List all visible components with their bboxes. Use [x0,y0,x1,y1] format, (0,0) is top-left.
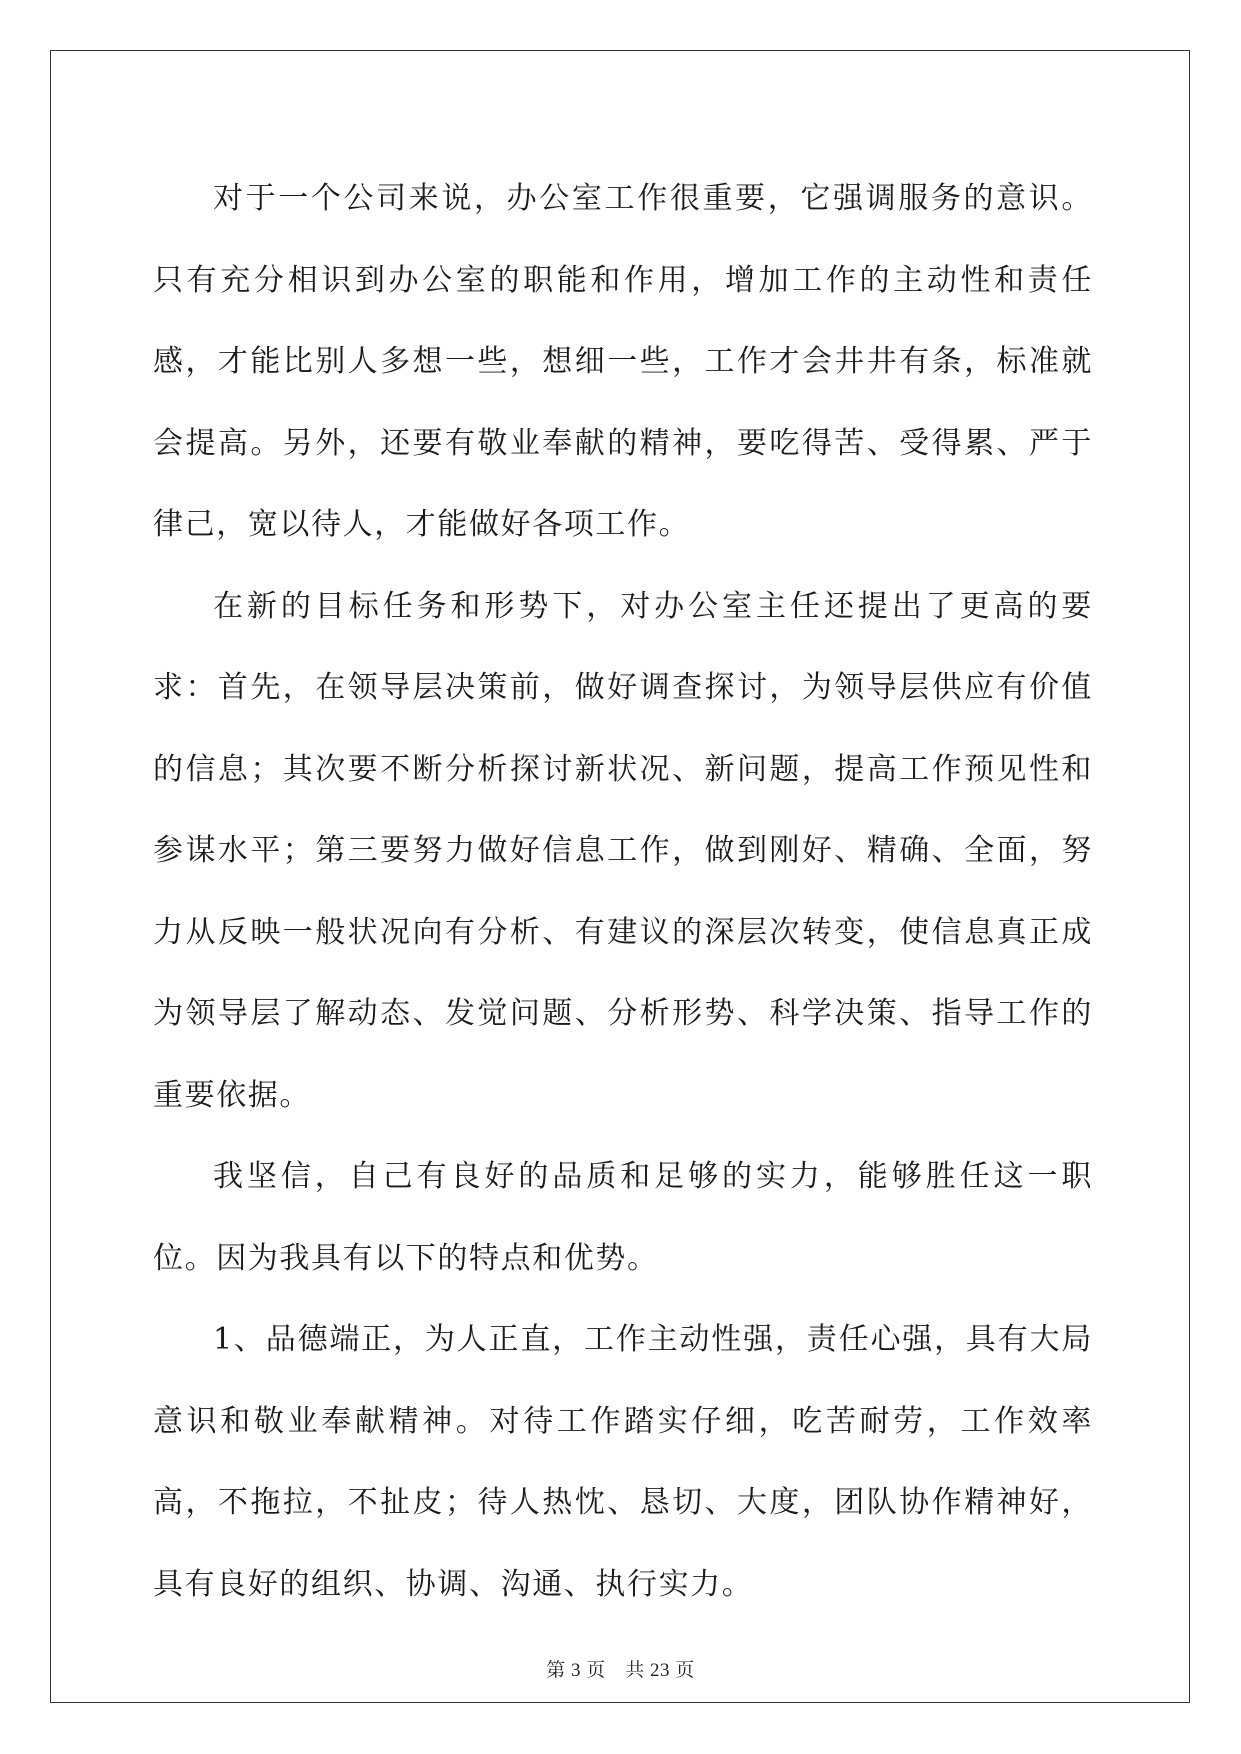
paragraph: 在新的目标任务和形势下，对办公室主任还提出了更高的要求：首先，在领导层决策前，做好调查探讨，为领导层供应有价值的信息；其次要不断分析探讨新状况、新问题，提高工作预见性和参谋水平；第三要努力做好信息工作，做到刚好、精确、全面，努力从反映一般状况向有分析、有建议的深层次转变，使信息真正成为领导层了解动态、发觉问题、分析形势、科学决策、指导工作的重要依据。 [153,588,1093,1113]
document-body [153,158,1093,1625]
paragraph: 对于一个公司来说，办公室工作很重要，它强调服务的意识。只有充分相识到办公室的职能和作用，增加工作的主动性和责任感，才能比别人多想一些，想细一些，工作才会井井有条，标准就会提高。另外，还要有敬业奉献的精神，要吃得苦、受得累、严于律己，宽以待人，才能做好各项工作。 [153,181,1093,542]
page-number: 第 3 页 共 23 页 [546,1660,695,1681]
paragraph: 1、品德端正，为人正直，工作主动性强，责任心强，具有大局意识和敬业奉献精神。对待工作踏实仔细，吃苦耐劳，工作效率高，不拖拉，不扯皮；待人热忱、恳切、大度，团队协作精神好，具有良好的组织、协调、沟通、执行实力。 [153,1322,1093,1602]
paragraph: 我坚信，自己有良好的品质和足够的实力，能够胜任这一职位。因为我具有以下的特点和优势。 [153,1159,1093,1276]
